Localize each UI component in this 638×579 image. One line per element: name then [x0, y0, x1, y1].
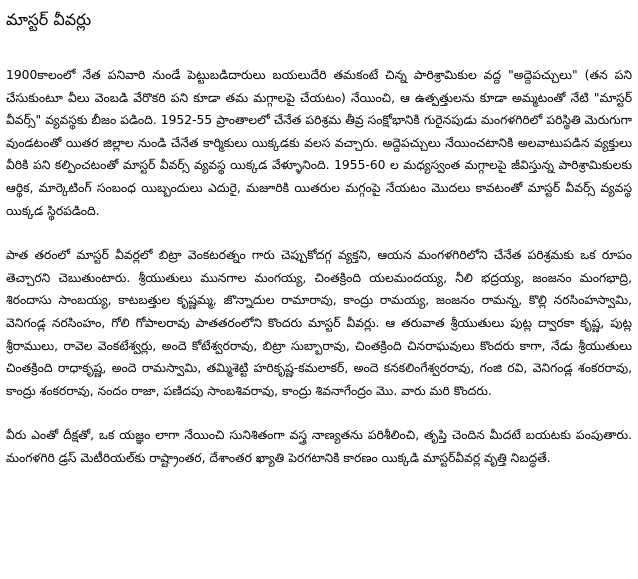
paragraph-history: 1900కాలంలో నేత పనివారి నుండే పెట్టుబడిదారులు బయలుదేరి తమకంటే చిన్న పారిశ్రామికుల వద్ద "అద్దెపచ్చులు" (తన పని చేసుకుంటూ వీలు వెంబడి వేరొకరి పని కూడా తమ మగ్గాలపై చేయటం) నేయించి, ఆ ఉత్పత్తులను కూడా అమ్మటంతో నేటి "మాస్టర్ వీవర్స్" వ్యవస్థకు బీజం పడింది. 1952-55 ప్రాంతాలలో చేనేత పరిశ్రమ తీవ్ర సంక్షోభానికి గురైనపుడు మంగళగిరిలో పరిస్థితి మెరుగుగా వుండటంతో యితర జిల్లాల నుండి చేనేత కార్మికులు యిక్కడకు వలస వచ్చారు. అద్దెపచ్చులు నేయించటానికి అలవాటుపడిన వ్యక్తులు వీరికి పని కల్పించటంతో మాస్టర్ వీవర్స్ వ్యవస్థ యిక్కడ వేళ్ళూనింది. 1955-60 ల మధ్యస్వంత మగ్గాలపై జీవిస్తున్న పారిశ్రామికులకు ఆర్థిక, మార్కెటింగ్ సంబంధ యిబ్బందులు ఎదురై, మజూరికి యితరుల మగ్గంపై నేయటం మొదలు కావటంతో మాస్టర్ వీవర్స్ వ్యవస్థ యిక్కడ స్థిరపడింది.: [6, 68, 632, 218]
paragraph-master-weavers-list: పాత తరంలో మాస్టర్ వీవర్లలో బిట్రా వెంకటరత్నం గారు చెప్పుకోదగ్గ వ్యక్తని, ఆయన మంగళగిరిలోని చేనేత పరిశ్రమకు ఒక రూపం తెచ్చారని చెబుతుంటారు. శ్రీయుతులు మునగాల మంగయ్య, చింతక్రింది యలమందయ్య, నీలి భద్రయ్య, జంజనం మంగభాద్రి, శిరందాసు సాంబయ్య, కాటబత్తుల కృష్ణమ్మ, జొన్నాదుల రామారావు, కాంద్రు రామయ్య, జంజనం రామన్న, కొల్లి నరసింహస్వామి, వెనిగండ్ల నరసింహం, గోలి గోపాలరావు పాతతరంలోని కొందరు మాస్టర్ వీవర్లు. ఆ తరువాత శ్రీయుతులు పుట్ల ద్వారకా కృష్ణ, పుట్ల శ్రీరాములు, రావెల వెంకటేశ్వర్లు, అందె కోటేశ్వరరావు, బిట్రా సుబ్బారావు, చింతక్రింది చినరాఘవులు కొందరు కాగా, నేడు శ్రీయుతులు చింతక్రింది రాధాకృష్ణ, అందె రామస్వామి, తమ్మిశెట్టి హరికృష్ణ-కమలాకర్, అందె కనకలింగేశ్వరరావు, గంజి రవి, వెనిగండ్ల శంకరరావు, కాంద్రు శంకరరావు, నందం రాజా, పణిదపు సాంబశివరావు, కాంద్రు శివనాగేంద్రం మొ. వారు మరి కొందరు.: [6, 248, 632, 398]
page-title: మాస్టర్ వీవర్లు: [6, 10, 92, 29]
paragraph-dedication: వీరు ఎంతో దీక్షతో, ఒక యజ్ఞం లాగా నేయించి సునిశితంగా వస్త్ర నాణ్యతను పరిశీలించి, తృప్తి చెందిన మీదటే బయటకు పంపుతారు. మంగళగిరి డ్రస్ మెటీరియల్‌కు రాష్ట్రాంతర, దేశాంతర ఖ్యాతి పెరగటానికి కారణం యిక్కడి మాస్టర్‌వీవర్ల వృత్తి నిబద్ధతే.: [6, 428, 632, 465]
